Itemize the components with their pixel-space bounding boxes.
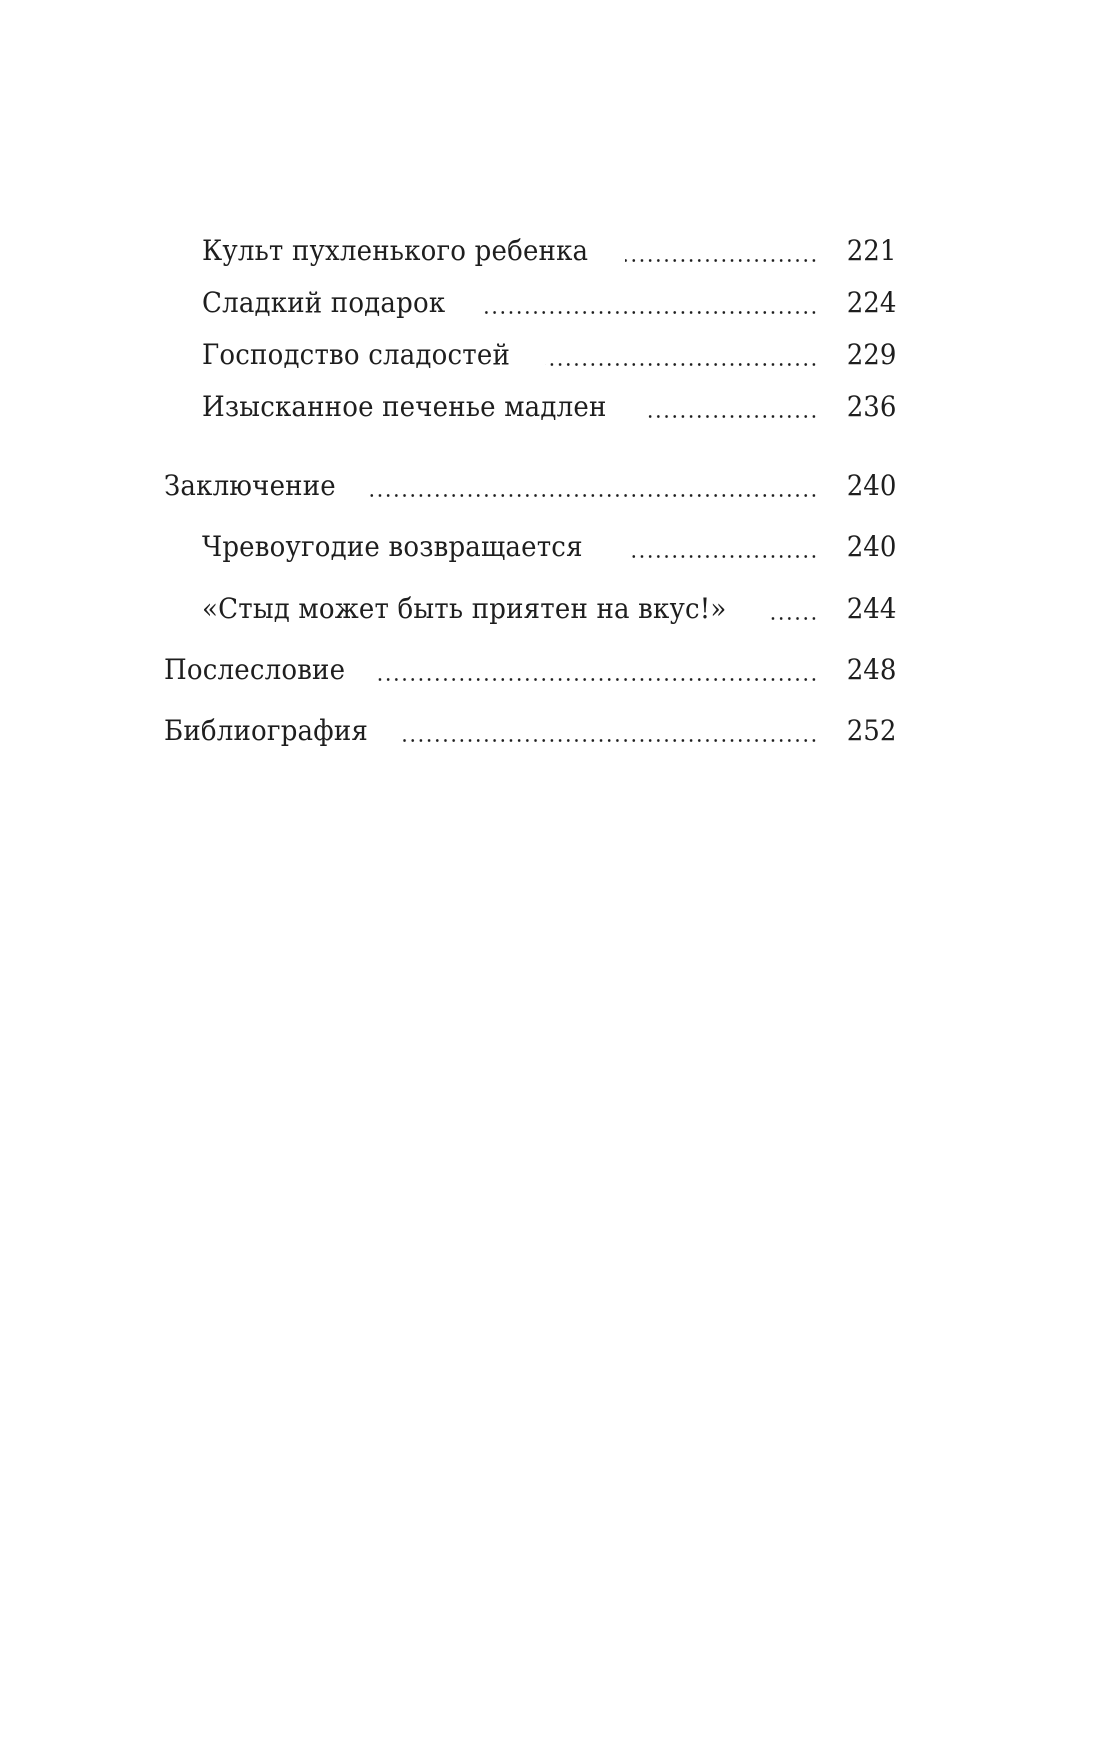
dot-leader <box>769 617 818 620</box>
dot-leader <box>403 739 818 742</box>
toc-entry-title: Изысканное печенье мадлен <box>202 390 607 423</box>
toc-entry-title: «Стыд может быть приятен на вкус!» <box>202 592 727 625</box>
toc-entry[interactable] <box>0 527 1100 567</box>
dot-leader <box>367 494 818 497</box>
toc-entry-title: Культ пухленького ребенка <box>202 234 589 267</box>
dot-leader <box>629 555 818 558</box>
toc-entry-page: 244 <box>846 592 896 625</box>
toc-entry-page: 248 <box>846 653 896 686</box>
toc-entry-page: 240 <box>846 469 896 502</box>
toc-entry[interactable] <box>0 387 1100 427</box>
toc-entry[interactable] <box>0 283 1100 323</box>
toc-entry[interactable] <box>0 650 1100 690</box>
toc-entry-page: 236 <box>846 390 896 423</box>
dot-leader <box>645 415 818 418</box>
toc-entry-title: Господство сладостей <box>202 338 511 371</box>
toc-entry[interactable] <box>0 335 1100 375</box>
toc-entry-page: 229 <box>846 338 896 371</box>
toc-entry[interactable] <box>0 231 1100 271</box>
toc-entry-page: 252 <box>846 714 896 747</box>
toc-entry-page: 240 <box>846 530 896 563</box>
toc-entry[interactable] <box>0 589 1100 629</box>
dot-leader <box>545 363 818 366</box>
toc-entry-title: Сладкий подарок <box>202 286 446 319</box>
toc-entry-title: Послесловие <box>164 653 346 686</box>
dot-leader <box>480 311 818 314</box>
toc-entry-page: 224 <box>846 286 896 319</box>
toc-entry[interactable] <box>0 466 1100 506</box>
dot-leader <box>377 678 818 681</box>
toc-entry-title: Чревоугодие возвращается <box>202 530 583 563</box>
toc-entry-page: 221 <box>846 234 896 267</box>
toc-entry-title: Заключение <box>164 469 336 502</box>
toc-entry[interactable] <box>0 711 1100 751</box>
dot-leader <box>625 259 818 262</box>
toc-entry-title: Библиография <box>164 714 368 747</box>
